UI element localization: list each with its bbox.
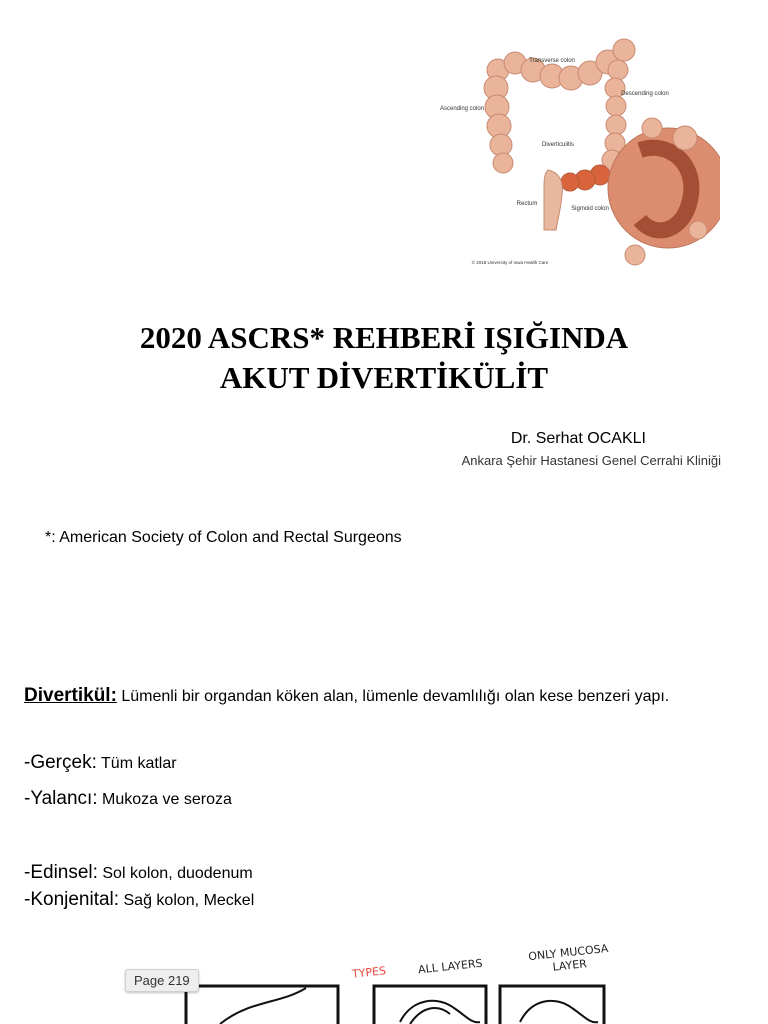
- colon-illustration: [440, 30, 720, 288]
- sketch-label-only-mucosa: ONLY MUCOSA LAYER: [527, 941, 609, 974]
- svg-text:Rectum: [517, 201, 538, 207]
- item-label: -Gerçek:: [24, 752, 97, 773]
- svg-text:Ascending colon: [440, 106, 484, 112]
- definition-term: Divertikül:: [24, 685, 117, 706]
- affiliation: Ankara Şehir Hastanesi Genel Cerrahi Kliniği: [461, 453, 721, 468]
- item-label: -Yalancı:: [24, 788, 98, 809]
- svg-text:Transverse colon: [529, 58, 575, 64]
- item-text: Mukoza ve seroza: [97, 791, 232, 808]
- illustration-copyright: © 2018 University of Iowa Health Care: [471, 260, 549, 265]
- item-label: -Edinsel:: [24, 862, 98, 883]
- list-item: [24, 752, 177, 774]
- svg-text:Sigmoid colon: [571, 206, 609, 212]
- svg-text:© 2018 University of Iowa Heal: [472, 259, 549, 265]
- page-label: Page 219: [125, 969, 199, 992]
- title-line-1: 2020 ASCRS* REHBERİ IŞIĞINDA: [139, 320, 629, 355]
- list-item: [24, 788, 232, 810]
- sketch-label-all-layers: ALL LAYERS: [417, 956, 484, 977]
- label-descending-colon: Descending colon: [621, 91, 669, 97]
- list-item: [24, 862, 253, 884]
- sketch-label-types: TYPES: [351, 964, 387, 981]
- item-text: Tüm katlar: [96, 755, 177, 772]
- label-sigmoid-colon: Sigmoid colon: [571, 206, 609, 212]
- label-diverticulitis: Diverticulitis: [541, 142, 575, 148]
- item-label: -Konjenital:: [24, 889, 120, 910]
- definition: [24, 685, 669, 707]
- title-line-2: AKUT DİVERTİKÜLİT: [219, 360, 549, 395]
- label-ascending-colon: Ascending colon: [440, 106, 485, 112]
- item-text: Sol kolon, duodenum: [97, 865, 253, 882]
- label-rectum: Rectum: [516, 201, 538, 207]
- definition-text: Lümenli bir organdan köken alan, lümenle devamlılığı olan kese benzeri yapı.: [116, 688, 670, 705]
- footnote: *: American Society of Colon and Rectal Surgeons: [45, 529, 402, 546]
- author-name: Dr. Serhat OCAKLI: [510, 430, 646, 447]
- label-transverse-colon: Transverse colon: [529, 58, 575, 64]
- item-text: Sağ kolon, Meckel: [119, 892, 255, 909]
- svg-text:Descending colon: [621, 91, 669, 97]
- list-item: [24, 889, 254, 911]
- svg-text:Diverticulitis: [542, 142, 574, 148]
